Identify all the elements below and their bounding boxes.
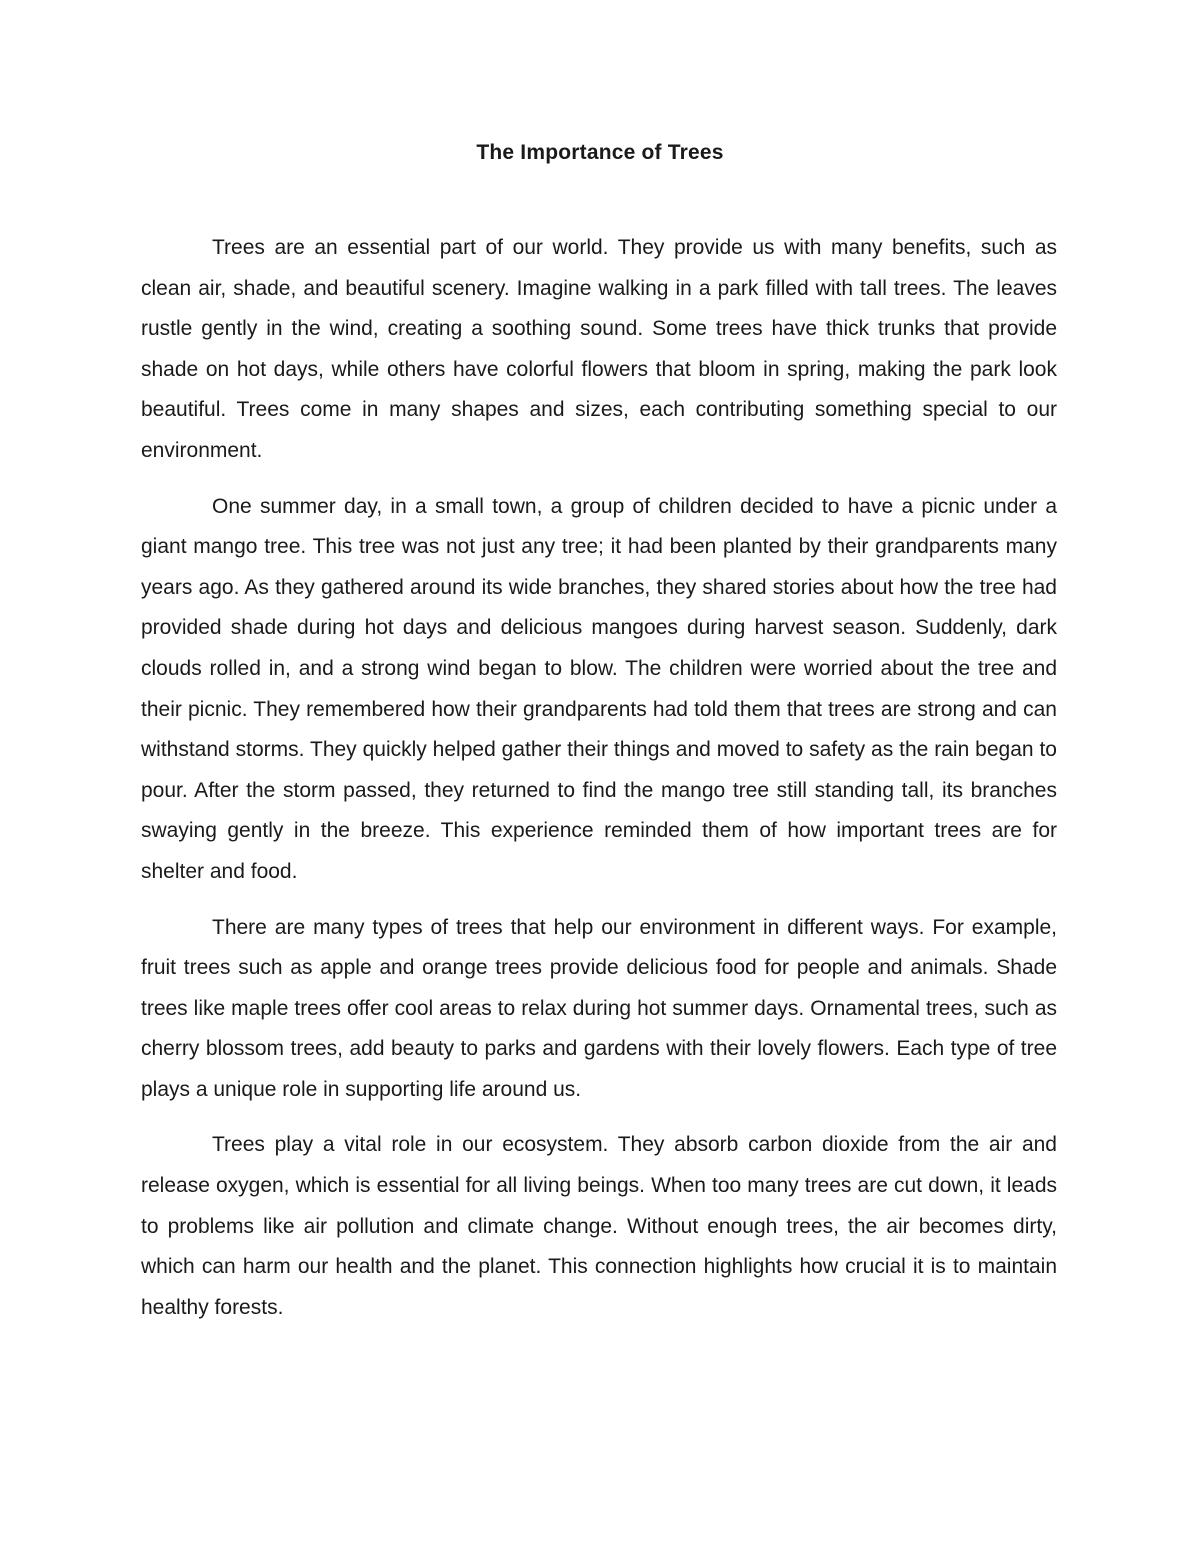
paragraph-tree-types: There are many types of trees that help our environment in different ways. For example, fruit trees such as apple and orange trees provide delicious food for people and animals. Shade trees like maple trees offer cool areas to relax during hot summer days. Ornamental trees, such as cherry blossom trees, add beauty to parks and gardens with their lovely flowers. Each type of tree plays a unique role in supporting life around us. <box>141 915 1057 1101</box>
document-body <box>141 228 1057 1343</box>
paragraph-story: One summer day, in a small town, a group of children decided to have a picnic under a giant mango tree. This tree was not just any tree; it had been planted by their grandparents many years ago. As they gathered around its wide branches, they shared stories about how the tree had provided shade during hot days and delicious mangoes during harvest season. Suddenly, dark clouds rolled in, and a strong wind began to blow. The children were worried about the tree and their picnic. They remembered how their grandparents had told them that trees are strong and can withstand storms. They quickly helped gather their things and moved to safety as the rain began to pour. After the storm passed, they returned to find the mango tree still standing tall, its branches swaying gently in the breeze. This experience reminded them of how important trees are for shelter and food. <box>141 494 1057 883</box>
paragraph-intro: Trees are an essential part of our world. They provide us with many benefits, such as clean air, shade, and beautiful scenery. Imagine walking in a park filled with tall trees. The leaves rustle gently in the wind, creating a soothing sound. Some trees have thick trunks that provide shade on hot days, while others have colorful flowers that bloom in spring, making the park look beautiful. Trees come in many shapes and sizes, each contributing something special to our environment. <box>141 236 1057 462</box>
document-title: The Importance of Trees <box>476 141 724 164</box>
paragraph-ecosystem: Trees play a vital role in our ecosystem. They absorb carbon dioxide from the air and release oxygen, which is essential for all living beings. When too many trees are cut down, it leads to problems like air pollution and climate change. Without enough trees, the air becomes dirty, which can harm our health and the planet. This connection highlights how crucial it is to maintain healthy forests. <box>141 1133 1057 1319</box>
